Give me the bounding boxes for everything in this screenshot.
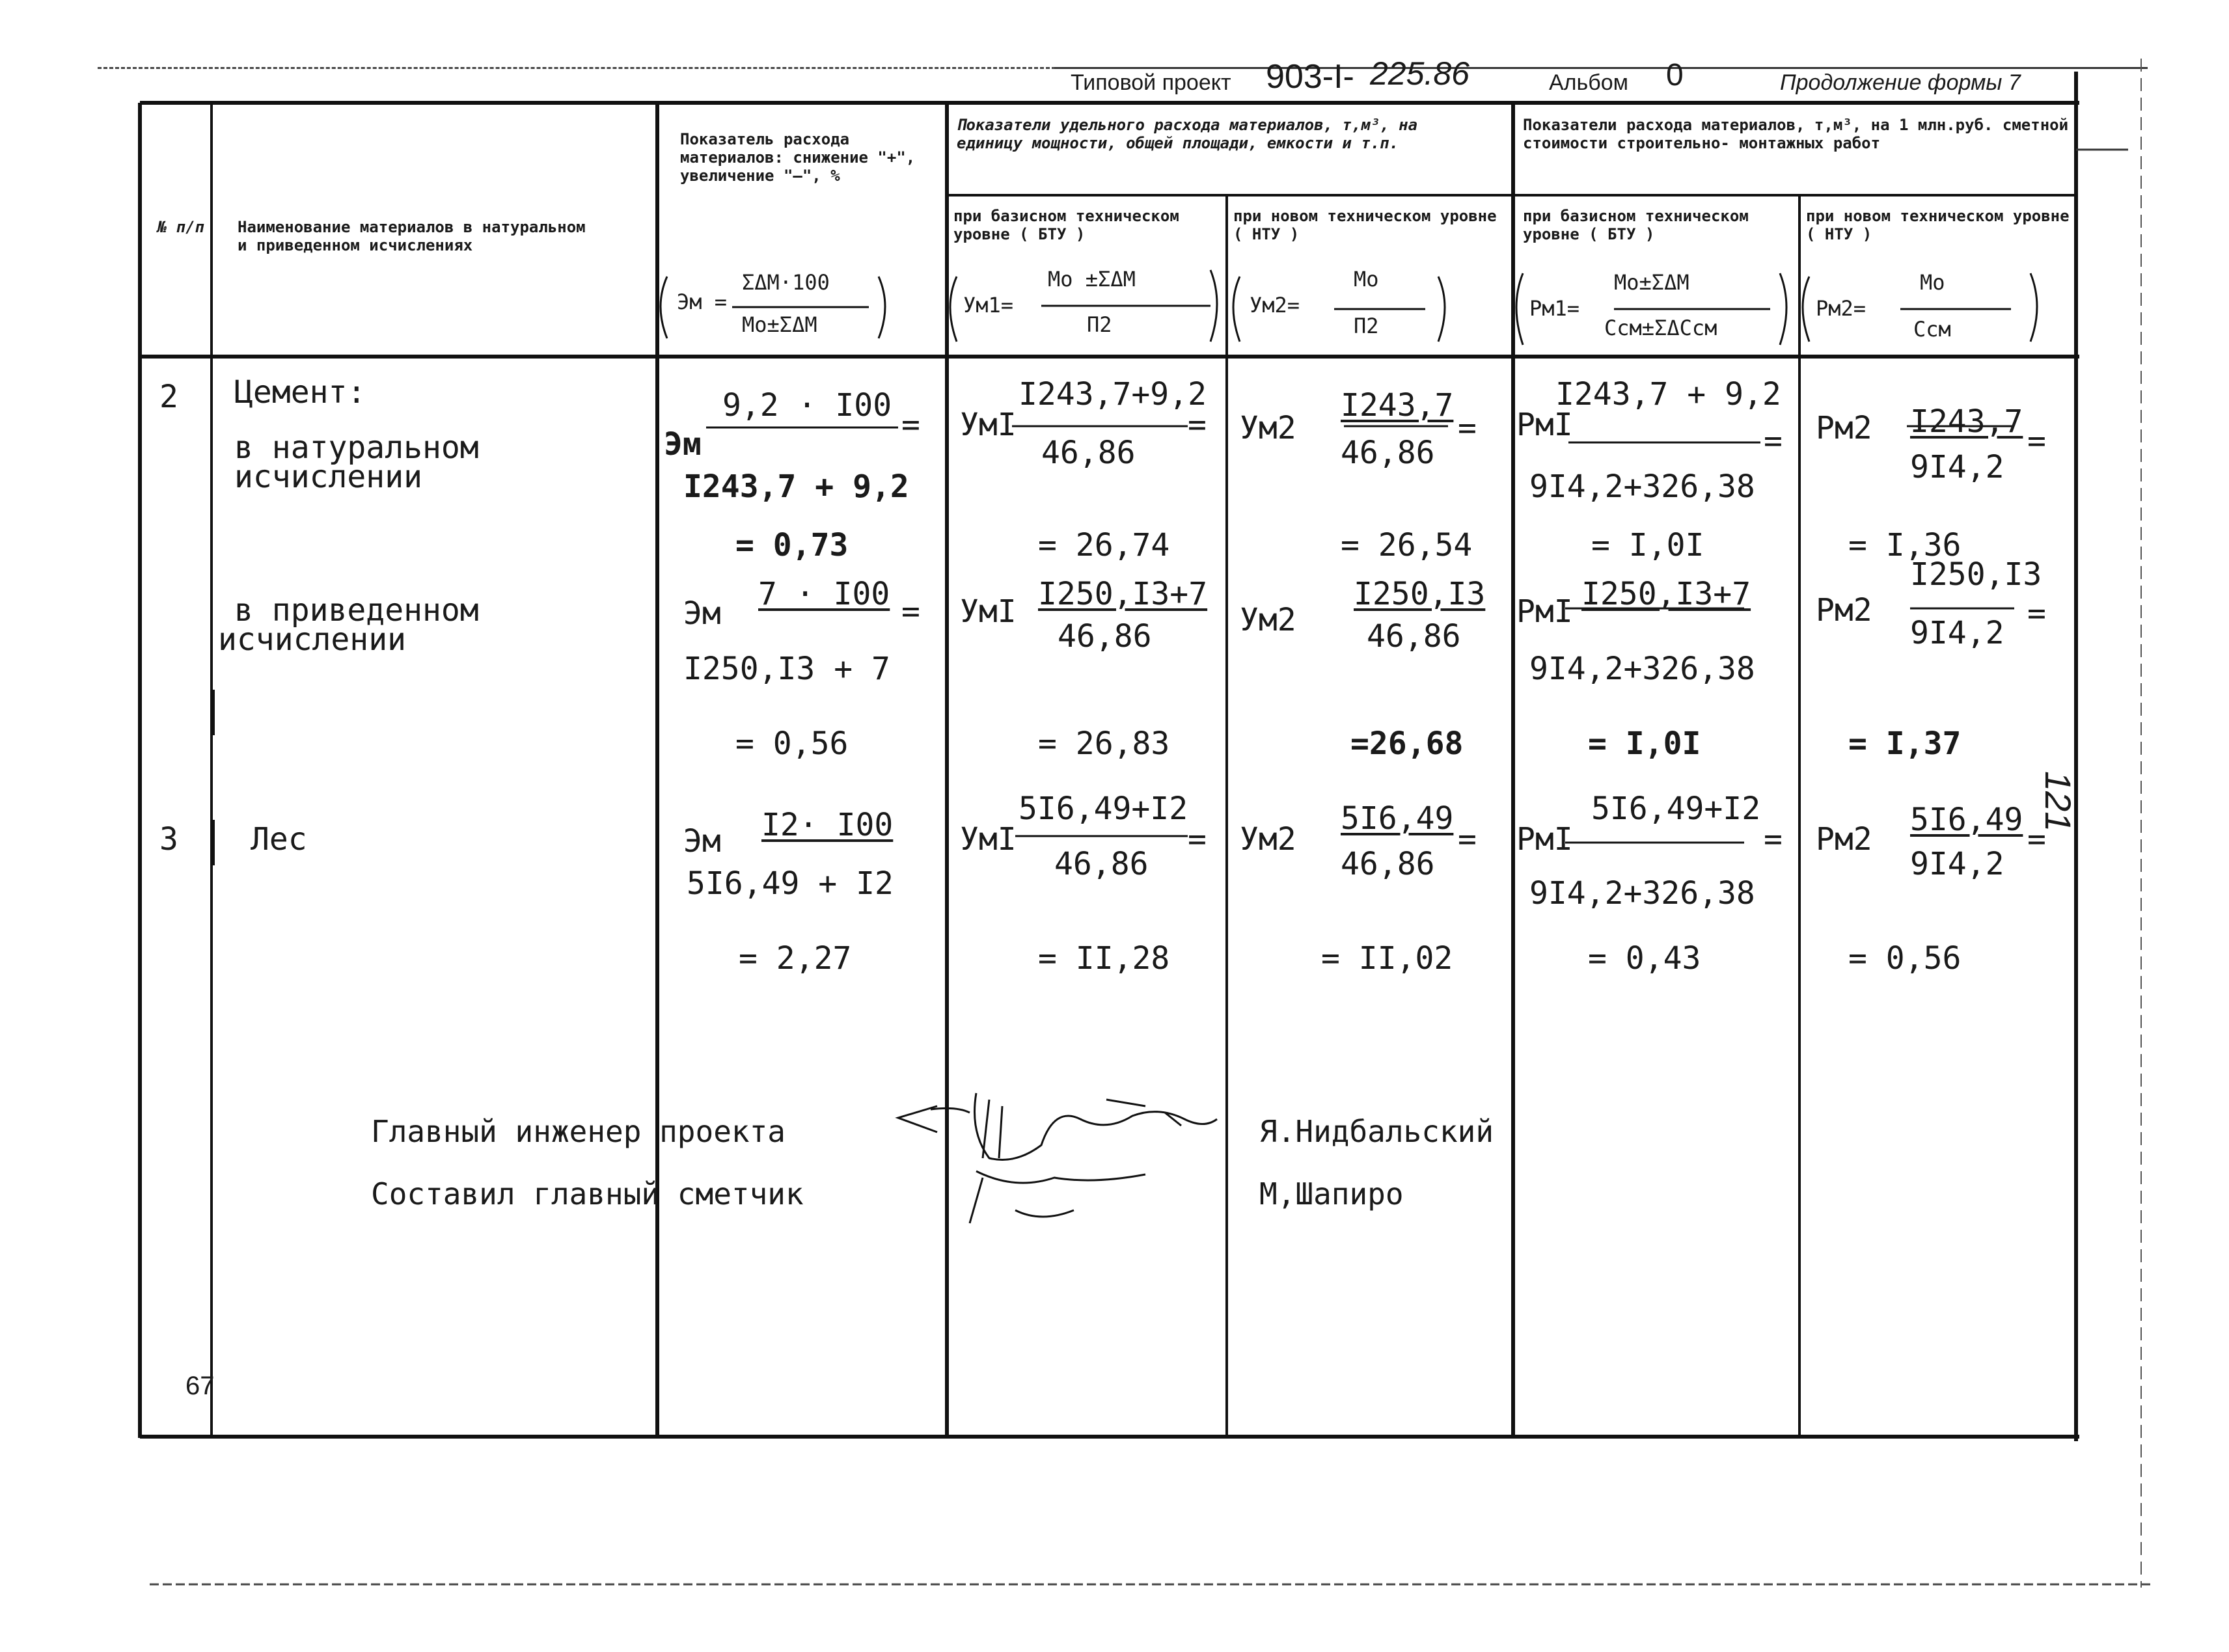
- album-label: Альбом: [1549, 70, 1628, 95]
- u2-natural-num: I243,7: [1341, 387, 1454, 424]
- eq: =: [1764, 821, 1783, 858]
- ind-natural-num: 9,2 · I00: [722, 387, 892, 424]
- sym-um1: УмI: [960, 407, 1017, 443]
- sym-pm1-2: РмI: [1516, 593, 1573, 630]
- u1-forest-res: = II,28: [1038, 940, 1170, 977]
- chief-engineer-name: Я.Нидбальский: [1259, 1114, 1494, 1149]
- u1-natural-res: = 26,74: [1038, 527, 1170, 563]
- p1-natural-den: 9I4,2+326,38: [1529, 468, 1755, 505]
- col-header-indicator: Показатель расхода материалов: снижение "+", увеличение "–", %: [680, 130, 916, 185]
- row-sub-natural-2: исчислении: [234, 459, 422, 495]
- col-header-num: № п/п: [157, 218, 205, 236]
- p1-reduced-num: I250,I3+7: [1581, 576, 1751, 612]
- p1-forest-den: 9I4,2+326,38: [1529, 875, 1755, 912]
- eq: =: [1188, 821, 1207, 858]
- row-num-3: 3: [159, 821, 178, 858]
- sym-um1-2: УмI: [960, 593, 1017, 630]
- col-header-specific-btu: при базисном техническом уровне ( БТУ ): [953, 207, 1179, 243]
- u2-natural-den: 46,86: [1341, 435, 1435, 471]
- u2-forest-num: 5I6,49: [1341, 800, 1454, 837]
- row-name-cement: Цемент:: [234, 374, 366, 411]
- p2-reduced-res: = I,37: [1848, 725, 1962, 762]
- project-number: 903-I-: [1266, 58, 1354, 96]
- corner-mark: 67: [185, 1372, 215, 1400]
- sym-um1-3: УмI: [960, 821, 1017, 858]
- p1-reduced-den: 9I4,2+326,38: [1529, 651, 1755, 687]
- p1-natural-num: I243,7 + 9,2: [1555, 376, 1781, 413]
- col-header-cost-group: Показатели расхода материалов, т,м³, на 1 млн.руб. сметной стоимости строительно- монтажных работ: [1523, 116, 2069, 152]
- compiled-label: Составил главный сметчик: [371, 1176, 804, 1212]
- col-header-name: Наименование материалов в натуральном и приведенном исчислениях: [238, 218, 586, 254]
- p1-forest-num: 5I6,49+I2: [1591, 791, 1761, 827]
- col-header-specific-group: Показатели удельного расхода материалов, т,м³, на единицу мощности, общей площади, емкости и т.п.: [957, 116, 1418, 152]
- p2-forest-den: 9I4,2: [1910, 846, 2004, 882]
- p2-natural-den: 9I4,2: [1910, 449, 2004, 485]
- sym-em-3: Эм: [683, 823, 721, 860]
- sym-um2: Ум2: [1240, 410, 1296, 446]
- p1-forest-res: = 0,43: [1588, 940, 1701, 977]
- p1-natural-res: = I,0I: [1591, 527, 1704, 563]
- sym-um2-3: Ум2: [1240, 821, 1296, 858]
- continuation-label: Продолжение формы 7: [1780, 70, 2021, 95]
- u2-forest-den: 46,86: [1341, 846, 1435, 882]
- u1-reduced-res: = 26,83: [1038, 725, 1170, 762]
- formula-den: Mo±ΣΔM: [742, 312, 817, 337]
- eq: =: [1764, 423, 1783, 459]
- project-label: Типовой проект: [1071, 70, 1231, 95]
- p2-reduced-den: 9I4,2: [1910, 615, 2004, 651]
- u1-natural-den: 46,86: [1041, 435, 1136, 471]
- p2-natural-num: I243,7: [1910, 403, 2023, 440]
- row-sub-reduced: в приведенном: [234, 592, 479, 629]
- p1-reduced-res: = I,0I: [1588, 725, 1701, 762]
- eq: =: [901, 407, 920, 443]
- row-sub-natural: в натуральном: [234, 429, 479, 466]
- u2-reduced-num: I250,I3: [1354, 576, 1486, 612]
- p2-forest-num: 5I6,49: [1910, 802, 2023, 838]
- ind-reduced-res: = 0,56: [735, 725, 849, 762]
- row-num-2: 2: [159, 379, 178, 415]
- row-name-forest: Лес: [251, 821, 307, 858]
- eq: =: [901, 593, 920, 630]
- p2-natural-res: = I,36: [1848, 527, 1962, 563]
- ind-natural-res: = 0,73: [735, 527, 849, 563]
- row-sub-reduced-2: исчислении: [218, 621, 406, 658]
- u2-reduced-den: 46,86: [1367, 618, 1461, 655]
- compiled-name: М,Шапиро: [1259, 1176, 1404, 1212]
- ind-forest-res: = 2,27: [739, 940, 852, 977]
- formula-lhs: Эм =: [677, 290, 728, 314]
- col-header-cost-btu: при базисном техническом уровне ( БТУ ): [1523, 207, 1749, 243]
- sym-pm2: Рм2: [1816, 410, 1872, 446]
- u1-reduced-num: I250,I3+7: [1038, 576, 1208, 612]
- sym-pm1: РмI: [1516, 407, 1573, 443]
- u1-reduced-den: 46,86: [1058, 618, 1152, 655]
- eq: =: [1188, 407, 1207, 443]
- page-number: 121: [2038, 771, 2079, 832]
- u2-natural-res: = 26,54: [1341, 527, 1473, 563]
- col-header-cost-ntu: при новом техническом уровне ( НТУ ): [1806, 207, 2070, 243]
- eq: =: [1458, 410, 1477, 446]
- sym-pm2-2: Рм2: [1816, 592, 1872, 629]
- p2-forest-res: = 0,56: [1848, 940, 1962, 977]
- ind-natural-den: I243,7 + 9,2: [683, 468, 909, 505]
- eq: =: [1458, 821, 1477, 858]
- ind-forest-den: 5I6,49 + I2: [687, 865, 894, 902]
- col-header-specific-ntu: при новом техническом уровне ( НТУ ): [1233, 207, 1497, 243]
- u2-forest-res: = II,02: [1321, 940, 1453, 977]
- chief-engineer-label: Главный инженер проекта: [371, 1114, 786, 1149]
- p2-reduced-num: I250,I3: [1910, 556, 2042, 593]
- ind-reduced-den: I250,I3 + 7: [683, 651, 890, 687]
- sym-em: Эм: [664, 426, 702, 463]
- formula-num: ΣΔM·100: [742, 270, 830, 295]
- eq: =: [2027, 821, 2046, 858]
- sym-pm1-3: РмI: [1516, 821, 1573, 858]
- eq: =: [2027, 423, 2046, 459]
- album-value: 0: [1666, 58, 1684, 92]
- ind-forest-num: I2· I00: [761, 807, 894, 843]
- u1-natural-num: I243,7+9,2: [1019, 376, 1207, 413]
- eq: =: [2027, 595, 2046, 632]
- u2-reduced-res: =26,68: [1350, 725, 1464, 762]
- u1-forest-num: 5I6,49+I2: [1019, 791, 1188, 827]
- u1-forest-den: 46,86: [1054, 846, 1149, 882]
- project-suffix: 225.86: [1370, 55, 1470, 92]
- ind-reduced-num: 7 · I00: [758, 576, 890, 612]
- sym-pm2-3: Рм2: [1816, 821, 1872, 858]
- sym-em-2: Эм: [683, 595, 721, 632]
- sym-um2-2: Ум2: [1240, 602, 1296, 638]
